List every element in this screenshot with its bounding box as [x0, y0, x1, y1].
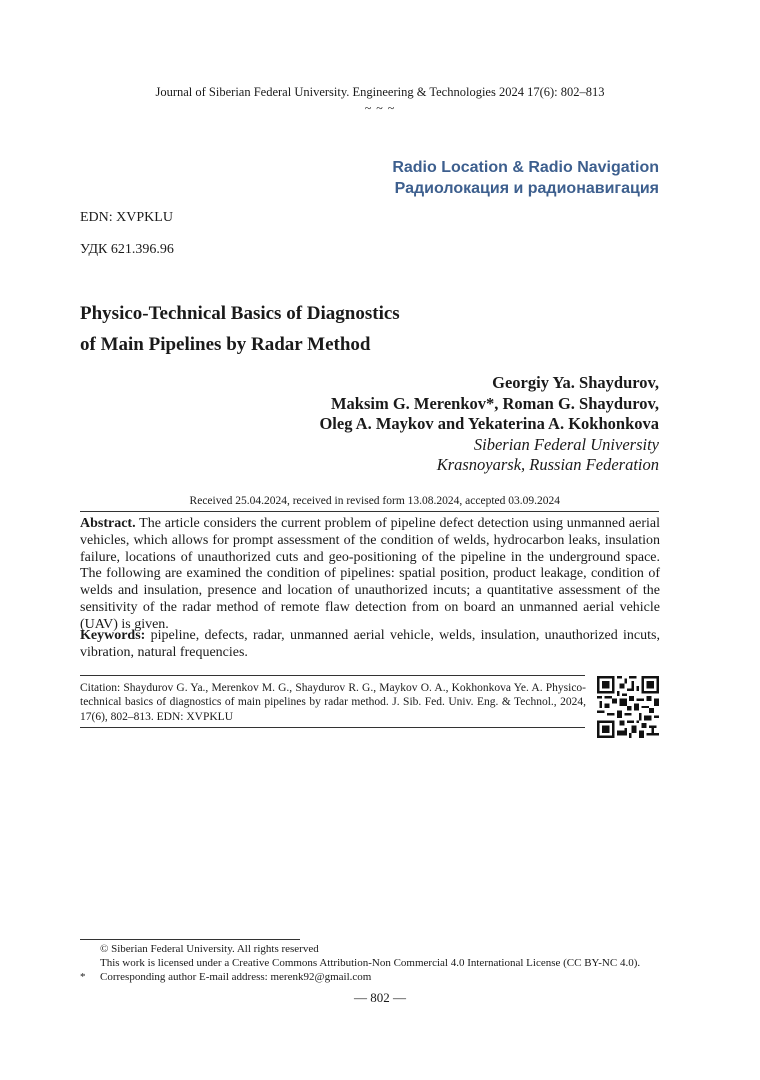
keywords [80, 628, 660, 662]
authors-line3: Oleg A. Maykov and Yekaterina A. Kokhonkova [319, 414, 659, 433]
paper-title-line1: Physico-Technical Basics of Diagnostics [80, 303, 400, 324]
authors-line1: Georgiy Ya. Shaydurov, [492, 373, 659, 392]
section-title-en: Radio Location & Radio Navigation [392, 159, 659, 176]
page-number: — 802 — [354, 990, 406, 1005]
citation: Citation: Shaydurov G. Ya., Merenkov M. G., Shaydurov R. G., Maykov O. A., Kokhonkova Ye. A. Physico-technical basics of diagnostics of main pipelines by radar method. J. Sib. Fed. Univ. Eng. & Technol., 2024, 17(6), 802–813. EDN: XVPKLU [80, 682, 586, 723]
footnote-divider [80, 939, 300, 940]
affiliation: Siberian Federal University [473, 434, 659, 454]
header-separator: ~ ~ ~ [364, 101, 396, 115]
edn-id: EDN: XVPKLU [80, 210, 173, 225]
paper-title-line2: of Main Pipelines by Radar Method [80, 334, 371, 355]
abstract-label: Abstract. [80, 516, 136, 531]
authors-line2: Maksim G. Merenkov*, Roman G. Shaydurov, [330, 393, 659, 413]
paper-title [80, 298, 400, 360]
divider [80, 511, 659, 512]
footnote-corresponding: Corresponding author E-mail address: merenk92@gmail.com [100, 971, 372, 983]
footnote-star: * [80, 971, 86, 983]
citation-divider-bottom [80, 727, 585, 728]
qr-code-icon[interactable] [597, 676, 659, 738]
keywords-text: pipeline, defects, radar, unmanned aerial vehicle, welds, insulation, unauthorized incuts, vibration, natural frequencies. [80, 628, 660, 660]
section-title-ru: Радиолокация и радионавигация [394, 180, 659, 197]
affiliation-location: Krasnoyarsk, Russian Federation [436, 455, 659, 474]
citation-divider-top [80, 675, 585, 676]
footnote-copyright: © Siberian Federal University. All rights reserved [100, 943, 319, 955]
authors-block [319, 373, 659, 476]
journal-header: Journal of Siberian Federal University. Engineering & Technologies 2024 17(6): 802–813 [155, 85, 605, 99]
abstract [80, 516, 660, 634]
footnote-license: This work is licensed under a Creative Commons Attribution-Non Commercial 4.0 International License (CC BY-NC 4.0). [100, 957, 641, 969]
abstract-text: The article considers the current problem of pipeline defect detection using unmanned aerial vehicles, which allows for prompt assessment of the condition of welds, hydrocarbon leaks, insulation failure, locations of unauthorized cuts and geo-positioning of the pipeline in the underground space. The following are examined the condition of pipelines: spatial position, product leakage, condition of welds and insulation, presence and location of unauthorized incuts; a quantitative assessment of the sensitivity of the radar method of remote flaw detection from on board an unmanned aerial vehicle (UAV) is given. [80, 516, 660, 632]
received-dates: Received 25.04.2024, received in revised form 13.08.2024, accepted 03.09.2024 [189, 495, 560, 507]
udk-id: УДК 621.396.96 [80, 242, 174, 257]
keywords-label: Keywords: [80, 628, 146, 643]
